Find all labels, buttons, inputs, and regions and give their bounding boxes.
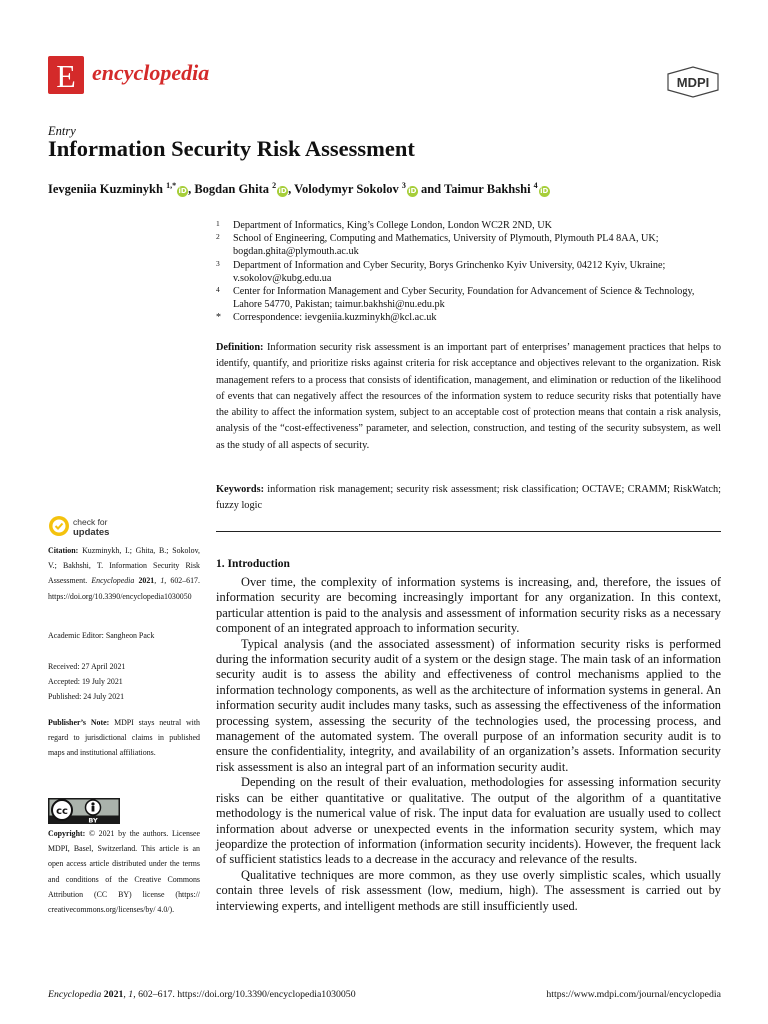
article-type: Entry	[48, 124, 76, 138]
body-paragraph: Depending on the result of their evaluation, methodologies for assessing information security risks can be either quantitative or qualitative. The output of the algorithm of a quantitative methodology is the numerical value of risk. The input data for evaluation are usually used to collect information about adverse or unexpected events in the information security system, which may jeopardize the protection of information (information security incidents). However, the frequent lack of sufficient statistics leads to a decrease in the accuracy and relevance of the results.	[216, 775, 721, 867]
footer-doi-link[interactable]: , 602–617. https://doi.org/10.3390/encyclopedia1030050	[133, 989, 356, 1000]
body-paragraph: Over time, the complexity of information systems is increasing, and, therefore, the issues of information security are becoming increasingly important for any organization. In this context, particular attention is paid to the analysis and assessment of information security risks as a necessary component of an integrated approach to information security.	[216, 575, 721, 636]
affiliation-text: School of Engineering, Computing and Mathematics, University of Plymouth, Plymouth PL4 8AA, UK; bogdan.ghita@plymouth.ac.uk	[233, 233, 659, 258]
affiliation-text: Department of Information and Cyber Security, Borys Grinchenko Kyiv University, 04212 Kyiv, Ukraine; v.sokolov@kubg.edu.ua	[233, 259, 666, 284]
cc-by-license-icon[interactable]	[48, 798, 120, 824]
affiliation-item	[216, 311, 721, 324]
check-updates-line1: check for	[73, 517, 108, 527]
affiliation-item	[216, 219, 721, 232]
page-title: Information Security Risk Assessment	[48, 136, 415, 161]
article-dates	[48, 659, 200, 705]
author-name: Bogdan Ghita	[194, 182, 270, 197]
check-updates-icon	[48, 515, 70, 537]
footer-year: 2021	[103, 989, 124, 1000]
affiliation-number: 4	[216, 285, 220, 295]
keywords	[216, 482, 721, 515]
affiliation-number: 3	[216, 258, 220, 268]
copyright-text: © 2021 by the authors. Licensee MDPI, Basel, Switzerland. This article is an open access article distributed under the terms and conditions of the Creative Commons Attribution (CC BY) license (https:// creativecommons.org/licenses/by/ 4.0/).	[48, 829, 200, 915]
author-affiliation-number: 4	[533, 181, 538, 190]
journal-name: encyclopedia	[92, 60, 210, 85]
author-separator: ,	[288, 182, 295, 197]
affiliations	[216, 219, 721, 325]
affiliation-item	[216, 285, 721, 311]
section-body	[216, 575, 721, 914]
affiliation-number: 1	[216, 219, 220, 228]
affiliation-text: Correspondence: ievgeniia.kuzminykh@kcl.ac.uk	[233, 312, 437, 324]
academic-editor: Academic Editor: Sangheon Pack	[48, 631, 155, 640]
author-separator: ,	[188, 182, 195, 197]
received-date: Received: 27 April 2021	[48, 662, 126, 671]
mdpi-logo-text: MDPI	[676, 75, 710, 90]
orcid-icon[interactable]: iD	[408, 187, 417, 196]
footer-volume: 1	[128, 989, 134, 1000]
orcid-icon[interactable]: iD	[278, 187, 287, 196]
journal-logo	[48, 56, 84, 94]
affiliation-item	[216, 259, 721, 285]
check-for-updates-badge[interactable]	[48, 514, 158, 542]
check-updates-line2: updates	[73, 527, 110, 538]
affiliation-item	[216, 232, 721, 258]
author-affiliation-number: 2	[272, 181, 277, 190]
orcid-icon[interactable]: iD	[178, 187, 187, 196]
mdpi-logo	[664, 66, 722, 103]
author-affiliation-number: 1,*	[166, 181, 177, 190]
citation-year: 2021	[138, 576, 155, 586]
citation-doi-link[interactable]: , 602–617. https://doi.org/10.3390/encyclopedia1030050	[48, 576, 200, 601]
publisher-note	[48, 715, 200, 761]
copyright-label: Copyright:	[48, 829, 86, 838]
affiliation-number: 2	[216, 232, 220, 242]
body-paragraph: Qualitative techniques are more common, as they use overly simplistic scales, which usually contain three levels of risk assessment (low, medium, high). The assessment is carried out by interviewing experts, and intelligent methods are still insufficiently used.	[216, 867, 721, 913]
divider	[216, 531, 721, 532]
footer-citation: Encyclopedia 2021, 1, 602–617. https://doi.org/10.3390/encyclopedia1030050	[48, 989, 356, 1000]
definition-text: Information security risk assessment is an important part of enterprises’ management practices that helps to identify, quantify, and prioritize risks against criteria for risk acceptance and objectives relevant to the organization. Risk management refers to a process that consists of identification, management, and elimination or reduction of the likelihood of events that can negatively affect the resources of the information system to reduce security risks that potentially have the ability to affect the information system, subject to an acceptable cost of protection means that contain a risk analysis, analysis of the “cost-effectiveness” parameter, and selection, construction, and testing of the security subsystem, as well as the study of all aspects of security.	[216, 342, 722, 451]
citation: Citation: Kuzminykh, I.; Ghita, B.; Sokolov, V.; Bakhshi, T. Information Security Risk Assessment. Encyclopedia 2021, 1, 602–617. https://doi.org/10.3390/encyclopedia1030050	[48, 546, 200, 601]
cc-by-label: BY	[88, 816, 98, 824]
citation-volume: 1	[160, 576, 165, 586]
logo-letter: E	[56, 58, 76, 94]
definition-label: Definition:	[216, 342, 264, 353]
copyright	[48, 826, 200, 917]
citation-label: Citation:	[48, 546, 79, 555]
citation-text: Kuzminykh, I.; Ghita, B.; Sokolov, V.; Bakhshi, T. Information Security Risk Assessment.	[48, 546, 200, 586]
author-name: Volodymyr Sokolov	[294, 182, 399, 197]
published-date: Published: 24 July 2021	[48, 692, 125, 702]
publisher-note-label: Publisher’s Note:	[48, 718, 110, 727]
publisher-note-text: MDPI stays neutral with regard to jurisdictional claims in published maps and institutional affiliations.	[48, 718, 200, 758]
author-list	[48, 181, 550, 197]
citation-journal: Encyclopedia	[91, 576, 135, 586]
footer-journal-url[interactable]: https://www.mdpi.com/journal/encyclopedia	[546, 989, 721, 1000]
accepted-date: Accepted: 19 July 2021	[48, 677, 123, 687]
author-name: Ievgeniia Kuzminykh	[48, 182, 163, 197]
section-heading: 1. Introduction	[216, 558, 290, 570]
author-name: Taimur Bakhshi	[444, 182, 531, 197]
affiliation-number: *	[216, 312, 221, 324]
body-paragraph: Typical analysis (and the associated assessment) of information security risks is performed during the information security audit of a system or the design stage. The main task of an information security audit is to assess the ability and effectiveness of control mechanisms applied to the information technology components, as well as the architecture of information systems in general. An information security audit includes many tasks, such as assessing the effectiveness of the information processing system, assessing the security of the technologies used, the processing process, and management of the automated system. The overall purpose of an information security audit is to ensure the confidentiality, integrity, and availability of an organization’s assets. Information security risk assessment is also an integral part of an information security audit.	[216, 636, 721, 774]
svg-text:cc: cc	[56, 806, 68, 817]
orcid-icon[interactable]: iD	[540, 187, 549, 196]
keywords-label: Keywords:	[216, 484, 265, 495]
keywords-text: information risk management; security risk assessment; risk classification; OCTAVE; CRAMM; RiskWatch; fuzzy logic	[216, 484, 721, 512]
footer-journal: Encyclopedia	[48, 989, 102, 1000]
author-separator: and	[417, 182, 445, 197]
definition	[216, 340, 721, 454]
author-affiliation-number: 3	[401, 181, 406, 190]
affiliation-text: Department of Informatics, King’s College London, London WC2R 2ND, UK	[233, 220, 552, 231]
affiliation-text: Center for Information Management and Cyber Security, Foundation for Advancement of Science & Technology, Lahore 54770, Pakistan; taimur.bakhshi@nu.edu.pk	[233, 286, 695, 311]
